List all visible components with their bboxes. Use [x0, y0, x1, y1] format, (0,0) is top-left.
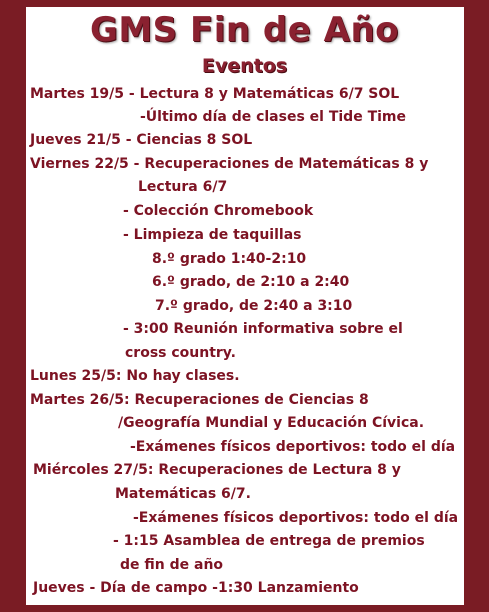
event-line-grade-8: 8.º grado 1:40-2:10: [152, 251, 307, 267]
event-line-grade-6: 6.º grado, de 2:10 a 2:40: [152, 274, 350, 290]
event-line-tuesday-26: Martes 26/5: Recuperaciones de Ciencias 8: [30, 392, 369, 408]
event-line-last-day: -Último día de clases el Tide Time: [140, 109, 406, 125]
event-line-wednesday-27-cont: Matemáticas 6/7.: [115, 486, 251, 502]
event-line-awards-cont: de fin de año: [120, 557, 224, 573]
event-line-monday-25: Lunes 25/5: No hay clases.: [30, 368, 240, 384]
flyer-subtitle: Eventos: [201, 55, 288, 77]
event-line-physicals-2: -Exámenes físicos deportivos: todo el día: [133, 510, 459, 526]
event-line-lockers: - Limpieza de taquillas: [123, 227, 302, 243]
event-line-tuesday-19: Martes 19/5 - Lectura 8 y Matemáticas 6/7 SOL: [30, 86, 400, 102]
event-line-cross-country-cont: cross country.: [125, 345, 236, 361]
event-line-tuesday-26-cont: /Geografía Mundial y Educación Cívica.: [118, 415, 425, 431]
event-line-physicals-1: -Exámenes físicos deportivos: todo el día: [130, 439, 456, 455]
flyer-title: GMS Fin de Año: [89, 10, 400, 50]
event-line-wednesday-27: Miércoles 27/5: Recuperaciones de Lectura 8 y: [33, 462, 401, 478]
event-line-friday-22: Viernes 22/5 - Recuperaciones de Matemáticas 8 y: [30, 156, 429, 172]
event-line-awards: - 1:15 Asamblea de entrega de premios: [113, 533, 425, 549]
event-line-friday-22-cont: Lectura 6/7: [138, 179, 228, 195]
event-line-thursday-21: Jueves 21/5 - Ciencias 8 SOL: [30, 132, 253, 148]
event-line-grade-7: 7.º grado, de 2:40 a 3:10: [155, 298, 353, 314]
event-line-thursday-field-day: Jueves - Día de campo -1:30 Lanzamiento: [33, 580, 359, 596]
event-line-chromebook: - Colección Chromebook: [123, 203, 314, 219]
event-line-cross-country: - 3:00 Reunión informativa sobre el: [123, 321, 403, 337]
